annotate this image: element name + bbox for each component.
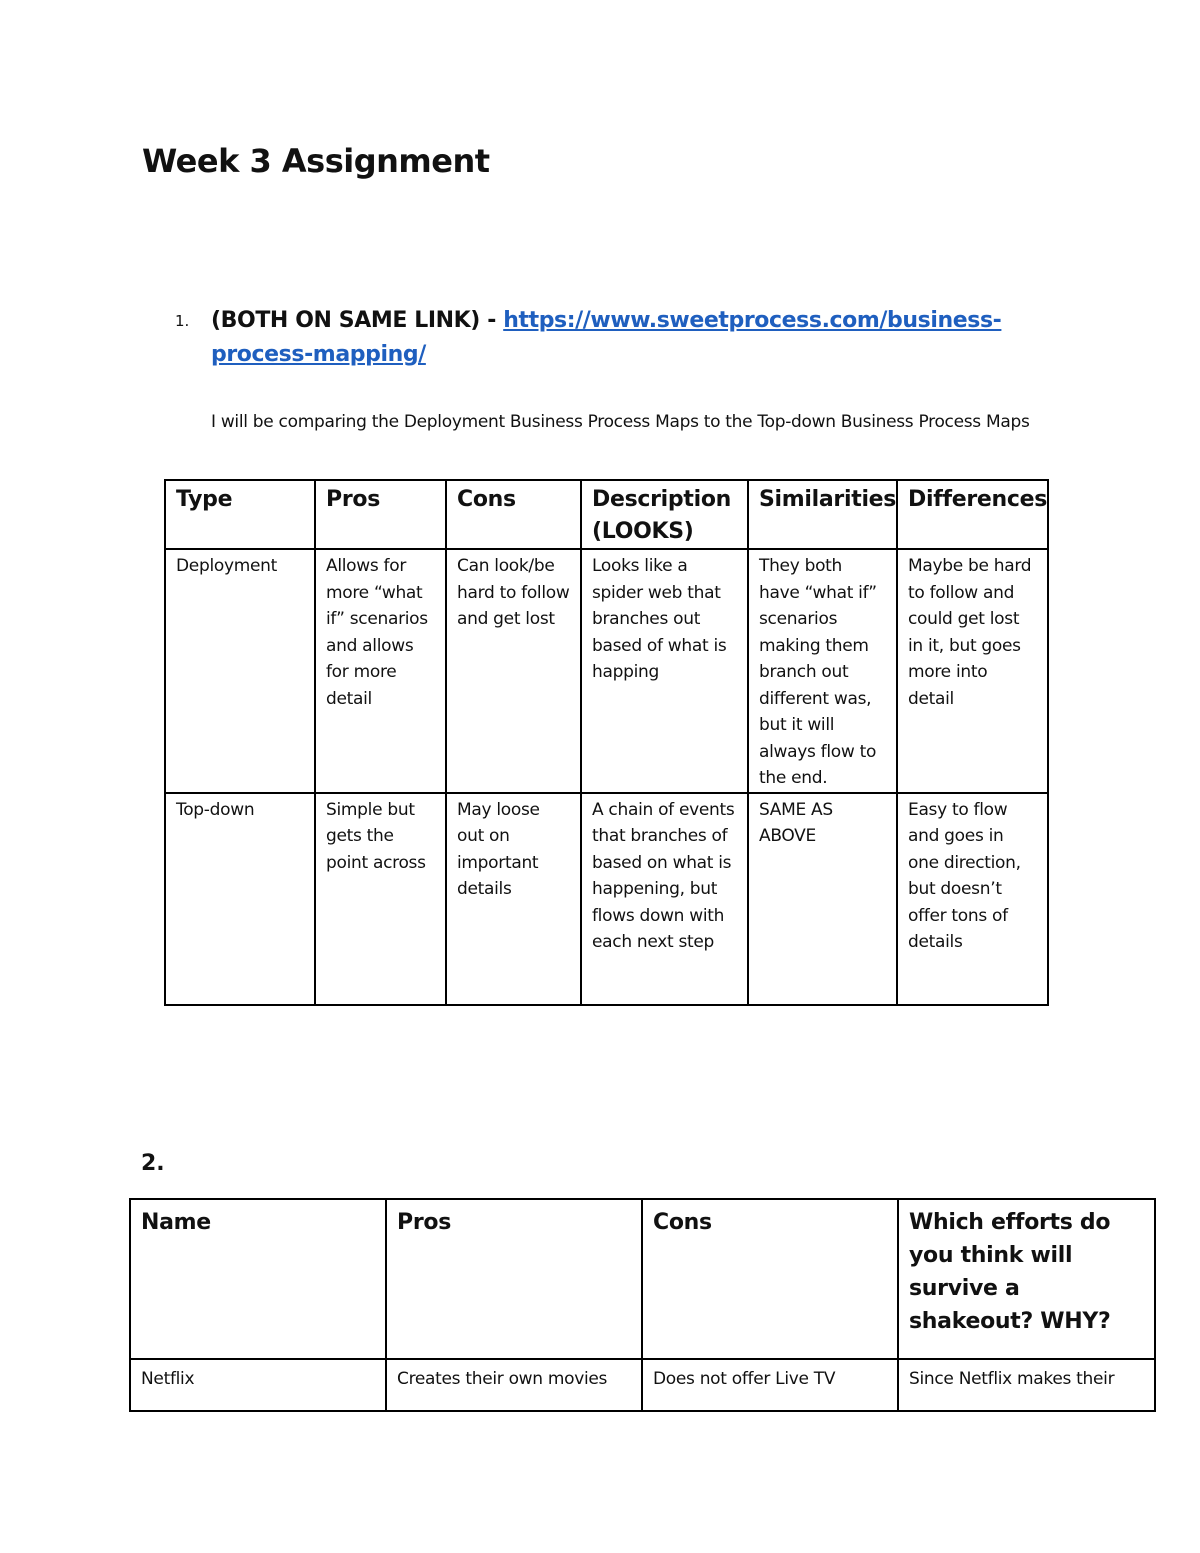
cell-pros: Creates their own movies (386, 1359, 642, 1411)
cell-name: Netflix (130, 1359, 386, 1411)
column-header-description: Description (LOOKS) (581, 480, 748, 549)
column-header-pros: Pros (315, 480, 446, 549)
column-header-cons: Cons (642, 1199, 898, 1359)
comparison-table (164, 479, 1049, 1006)
cell-pros: Allows for more “what if” scenarios and allows for more detail (315, 549, 446, 793)
question-1-number: 1. (175, 312, 190, 330)
question-2-number: 2. (141, 1151, 165, 1176)
cell-description: A chain of events that branches of based on what is happening, but flows down with each next step (581, 793, 748, 1005)
streaming-table (129, 1198, 1156, 1412)
column-header-similarities: Similarities (748, 480, 897, 549)
cell-efforts: Since Netflix makes their (898, 1359, 1155, 1411)
column-header-name: Name (130, 1199, 386, 1359)
question-1-heading-prefix: (BOTH ON SAME LINK) - (211, 308, 504, 333)
cell-similarities: SAME AS ABOVE (748, 793, 897, 1005)
table-row (130, 1359, 1155, 1411)
cell-type: Deployment (165, 549, 315, 793)
table-row (165, 793, 1048, 1005)
table-header-row (130, 1199, 1155, 1359)
source-link[interactable]: https://www.sweetprocess.com/business-process-mapping/ (211, 308, 1002, 367)
cell-differences: Maybe be hard to follow and could get lost in it, but goes more into detail (897, 549, 1048, 793)
cell-cons: Can look/be hard to follow and get lost (446, 549, 581, 793)
question-1-intro: I will be comparing the Deployment Business Process Maps to the Top-down Business Process Maps (211, 412, 1030, 432)
cell-cons: May loose out on important details (446, 793, 581, 1005)
cell-differences: Easy to flow and goes in one direction, but doesn’t offer tons of details (897, 793, 1048, 1005)
column-header-cons: Cons (446, 480, 581, 549)
cell-cons: Does not offer Live TV (642, 1359, 898, 1411)
cell-type: Top-down (165, 793, 315, 1005)
question-1-heading (211, 304, 1011, 372)
page-title: Week 3 Assignment (142, 142, 490, 180)
column-header-differences: Differences (897, 480, 1048, 549)
cell-similarities: They both have “what if” scenarios making them branch out different was, but it will always flow to the end. (748, 549, 897, 793)
column-header-type: Type (165, 480, 315, 549)
cell-description: Looks like a spider web that branches out based of what is happing (581, 549, 748, 793)
column-header-pros: Pros (386, 1199, 642, 1359)
table-header-row (165, 480, 1048, 549)
table-row (165, 549, 1048, 793)
column-header-efforts: Which efforts do you think will survive a shakeout? WHY? (898, 1199, 1155, 1359)
cell-pros: Simple but gets the point across (315, 793, 446, 1005)
